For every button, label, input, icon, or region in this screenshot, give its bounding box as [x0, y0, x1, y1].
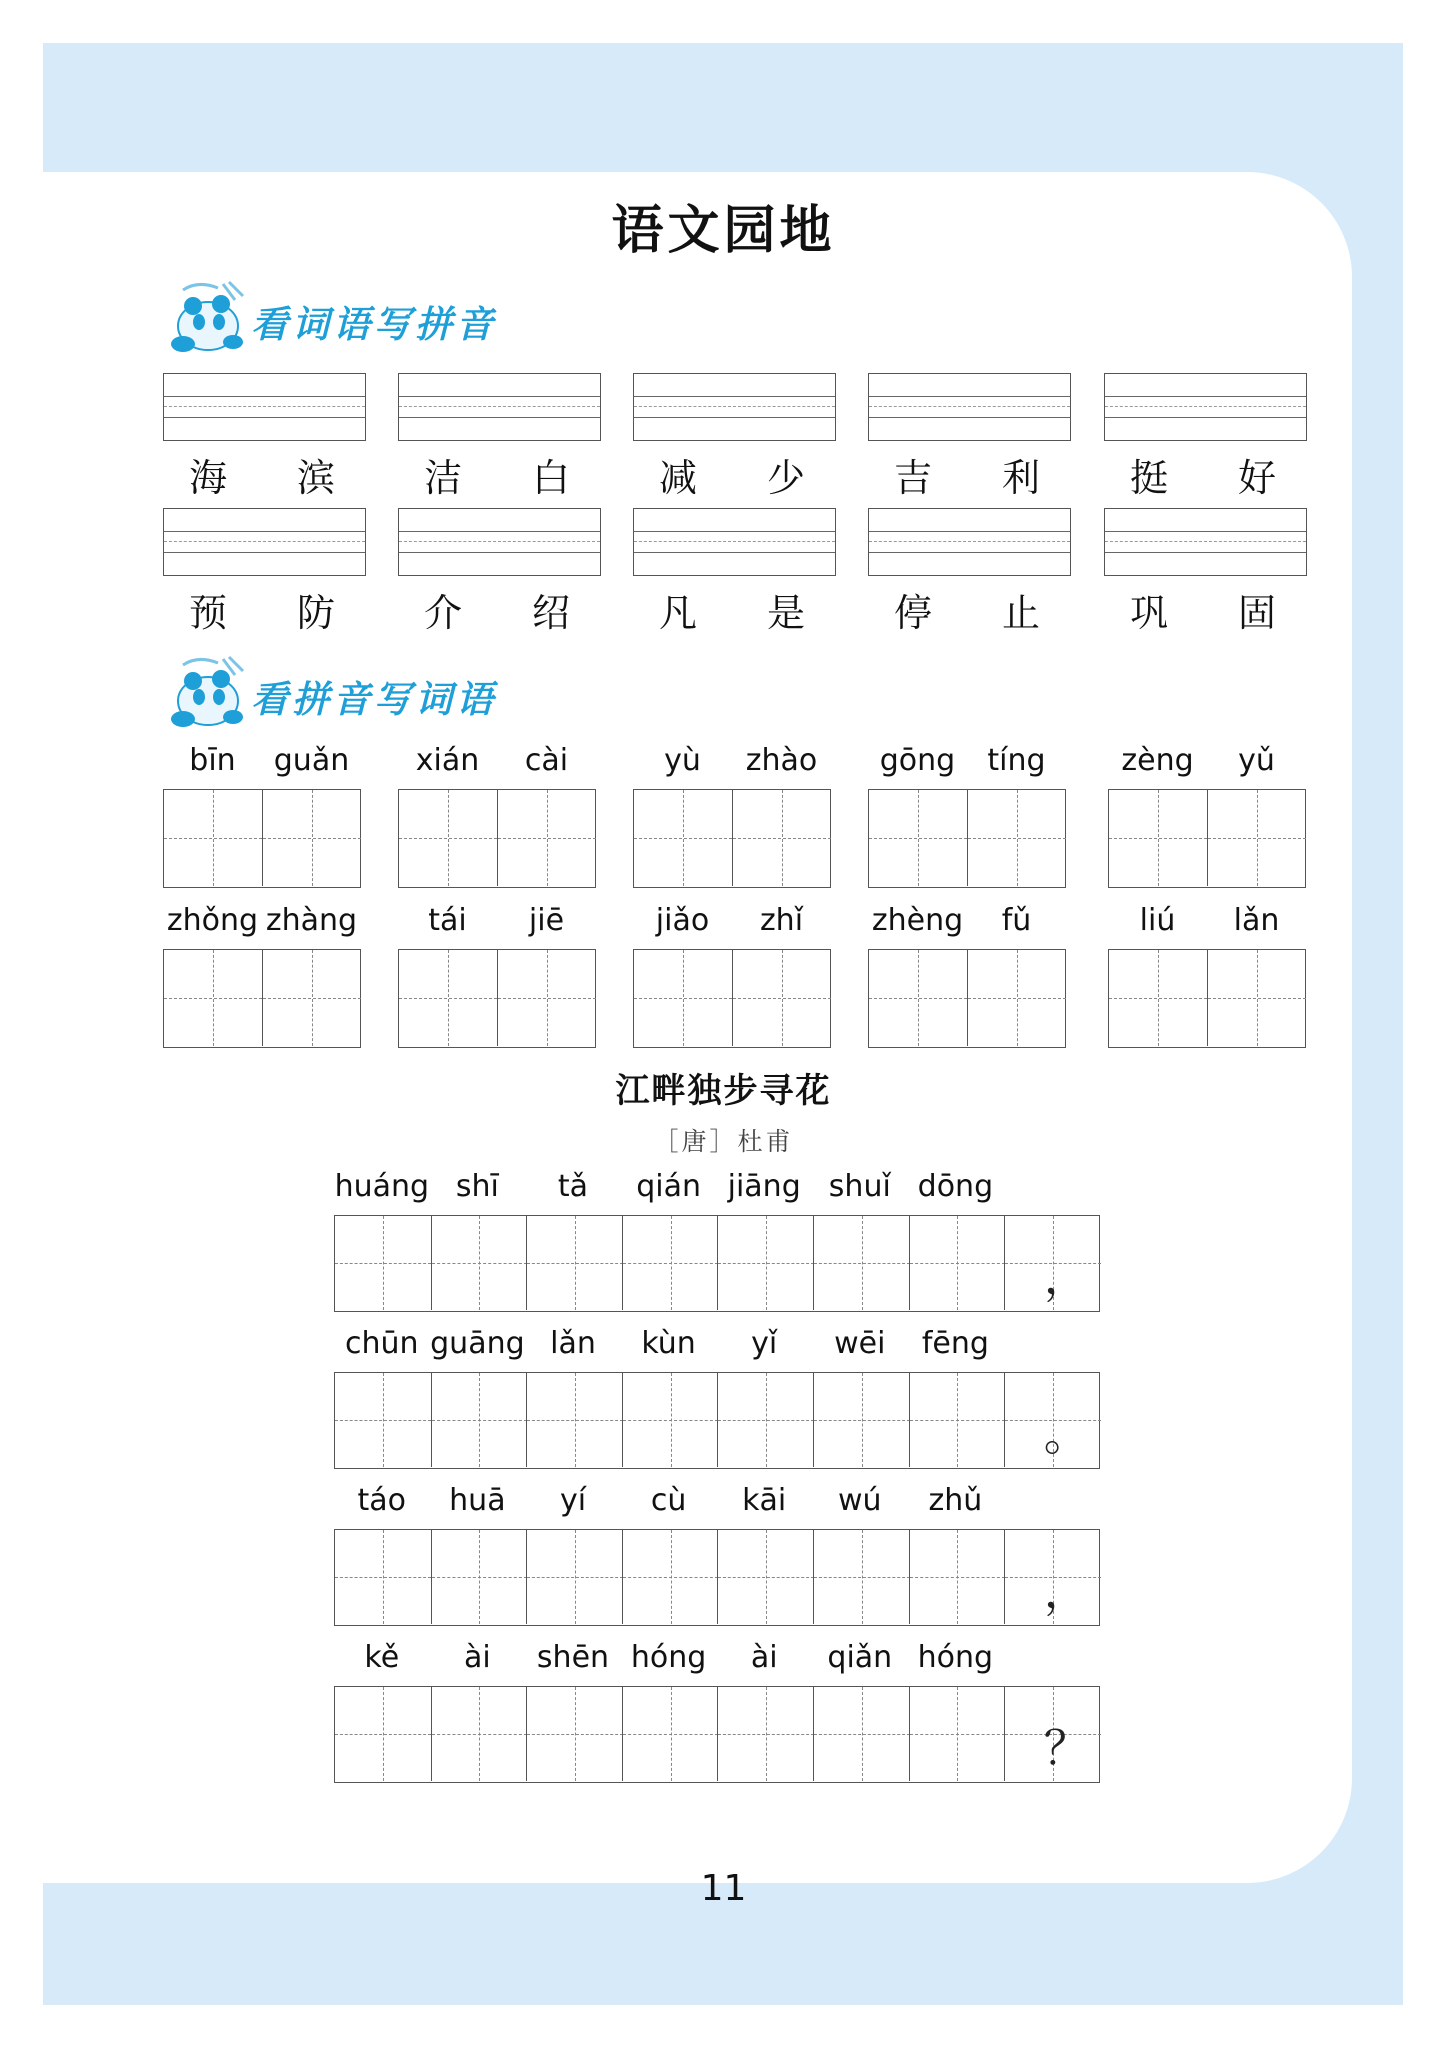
pinyin-answer-box[interactable]: [163, 373, 366, 441]
writing-cell[interactable]: [526, 1216, 623, 1310]
guide-line: [718, 1577, 814, 1578]
punctuation-mark: ，: [1043, 1250, 1090, 1304]
writing-cell[interactable]: [164, 790, 262, 886]
guide-line: [869, 838, 967, 839]
pinyin-label: yù: [664, 743, 701, 778]
guide-line: [399, 541, 600, 542]
pinyin-label: huáng: [334, 1169, 430, 1204]
pinyin-label: zhào: [745, 743, 818, 778]
writing-cell[interactable]: [813, 1373, 910, 1467]
writing-cell[interactable]: [869, 950, 967, 1046]
guide-line: [623, 1734, 719, 1735]
pinyin-label: bīn: [189, 743, 236, 778]
pinyin-label: zhǐ: [759, 903, 804, 938]
guide-line: [335, 1734, 431, 1735]
pinyin-label: qián: [636, 1169, 701, 1204]
poem-writing-grid[interactable]: [334, 1529, 1100, 1626]
pinyin-label: zhǔ: [928, 1483, 983, 1518]
guide-line: [718, 1734, 814, 1735]
pinyin-answer-box[interactable]: [868, 373, 1071, 441]
pinyin-label: yí: [559, 1483, 587, 1518]
pinyin-label: ài: [464, 1640, 491, 1675]
word-character: 滨: [296, 456, 335, 500]
writing-cell[interactable]: [399, 950, 497, 1046]
guide-line: [634, 838, 732, 839]
pinyin-label: hóng: [917, 1640, 994, 1675]
writing-cell[interactable]: [431, 1373, 528, 1467]
guide-line: [718, 1263, 814, 1264]
character-writing-grid[interactable]: [868, 789, 1066, 888]
writing-cell[interactable]: [717, 1373, 814, 1467]
guide-line: [869, 406, 1070, 407]
pinyin-label: tǎ: [557, 1169, 589, 1204]
guide-line: [164, 406, 365, 407]
writing-cell[interactable]: [634, 950, 732, 1046]
pinyin-label: zhàng: [265, 903, 358, 938]
pinyin-label: lǎn: [1233, 903, 1280, 938]
guide-line: [1208, 838, 1306, 839]
writing-cell[interactable]: [526, 1530, 623, 1624]
writing-cell[interactable]: [622, 1530, 719, 1624]
writing-cell[interactable]: [732, 790, 831, 886]
character-writing-grid[interactable]: [398, 949, 596, 1048]
writing-cell[interactable]: [622, 1216, 719, 1310]
word-character: 挺: [1129, 456, 1168, 500]
character-writing-grid[interactable]: [1108, 949, 1306, 1048]
pinyin-label: gōng: [879, 743, 956, 778]
pinyin-label: liú: [1139, 903, 1176, 938]
guide-line: [869, 998, 967, 999]
guide-line: [263, 998, 361, 999]
guide-line: [399, 406, 600, 407]
writing-cell[interactable]: [526, 1373, 623, 1467]
pinyin-label: fǔ: [1001, 903, 1032, 938]
guide-line: [1105, 541, 1306, 542]
guide-line: [498, 998, 596, 999]
word-character: 好: [1237, 456, 1276, 500]
guide-line: [634, 541, 835, 542]
guide-line: [634, 998, 732, 999]
word-character: 止: [1001, 591, 1040, 635]
guide-line: [814, 1263, 910, 1264]
pinyin-label: qiǎn: [827, 1640, 893, 1675]
poem-title: 江畔独步寻花: [615, 1071, 832, 1111]
guide-line: [733, 998, 831, 999]
writing-cell[interactable]: [335, 1216, 431, 1310]
guide-line: [164, 541, 365, 542]
pinyin-answer-box[interactable]: [1104, 508, 1307, 576]
pinyin-label: kě: [364, 1640, 400, 1675]
character-writing-grid[interactable]: [633, 789, 831, 888]
pinyin-answer-box[interactable]: [163, 508, 366, 576]
writing-cell[interactable]: [335, 1530, 431, 1624]
pinyin-answer-box[interactable]: [1104, 373, 1307, 441]
pinyin-label: yǔ: [1238, 743, 1275, 778]
pinyin-answer-box[interactable]: [868, 508, 1071, 576]
pinyin-label: kùn: [641, 1326, 696, 1361]
pinyin-label: fēng: [921, 1326, 989, 1361]
writing-cell[interactable]: [909, 1216, 1006, 1310]
guide-line: [335, 1263, 431, 1264]
writing-cell[interactable]: [164, 950, 262, 1046]
guide-line: [968, 998, 1066, 999]
guide-line: [814, 1577, 910, 1578]
writing-cell[interactable]: [262, 950, 361, 1046]
word-character: 凡: [658, 591, 697, 635]
word-character: 海: [188, 456, 227, 500]
guide-line: [1105, 406, 1306, 407]
writing-cell[interactable]: [622, 1373, 719, 1467]
guide-line: [432, 1734, 528, 1735]
panda-icon: [163, 655, 253, 731]
writing-cell[interactable]: [717, 1530, 814, 1624]
writing-cell[interactable]: [622, 1687, 719, 1781]
writing-cell[interactable]: [732, 950, 831, 1046]
word-character: 绍: [531, 591, 570, 635]
writing-cell[interactable]: [497, 950, 596, 1046]
guide-line: [527, 1734, 623, 1735]
guide-line: [910, 1734, 1006, 1735]
pinyin-label: jiǎo: [655, 903, 710, 938]
poem-author: ［唐］杜甫: [653, 1127, 794, 1156]
pinyin-label: dōng: [917, 1169, 994, 1204]
word-character: 预: [188, 591, 227, 635]
pinyin-label: hóng: [630, 1640, 707, 1675]
pinyin-label: tíng: [987, 743, 1046, 778]
writing-cell[interactable]: [869, 790, 967, 886]
guide-line: [623, 1263, 719, 1264]
section-title: 看拼音写词语: [251, 677, 497, 721]
writing-cell[interactable]: [813, 1687, 910, 1781]
guide-line: [432, 1263, 528, 1264]
guide-line: [910, 1420, 1006, 1421]
guide-line: [623, 1577, 719, 1578]
guide-line: [527, 1577, 623, 1578]
pinyin-label: huā: [449, 1483, 506, 1518]
word-character: 是: [766, 591, 805, 635]
character-writing-grid[interactable]: [163, 949, 361, 1048]
pinyin-label: jiāng: [727, 1169, 801, 1204]
guide-line: [718, 1420, 814, 1421]
pinyin-label: ài: [750, 1640, 778, 1675]
pinyin-label: wēi: [834, 1326, 886, 1361]
writing-cell[interactable]: [431, 1216, 528, 1310]
guide-line: [335, 1577, 431, 1578]
character-writing-grid[interactable]: [163, 789, 361, 888]
word-character: 巩: [1129, 591, 1168, 635]
writing-cell[interactable]: [526, 1687, 623, 1781]
word-character: 减: [658, 456, 697, 500]
guide-line: [335, 1420, 431, 1421]
pinyin-label: jiē: [528, 903, 565, 938]
word-character: 防: [296, 591, 335, 635]
writing-cell[interactable]: [967, 950, 1066, 1046]
punctuation-mark: 。: [1043, 1407, 1090, 1461]
word-character: 停: [893, 591, 932, 635]
pinyin-answer-box[interactable]: [398, 373, 601, 441]
guide-line: [399, 998, 497, 999]
guide-line: [869, 541, 1070, 542]
guide-line: [399, 838, 497, 839]
punctuation-mark: ？: [1043, 1721, 1090, 1775]
writing-cell[interactable]: [909, 1373, 1006, 1467]
writing-cell[interactable]: [813, 1216, 910, 1310]
pinyin-label: cài: [524, 743, 569, 778]
section-title: 看词语写拼音: [251, 302, 497, 346]
guide-line: [432, 1577, 528, 1578]
guide-line: [432, 1420, 528, 1421]
guide-line: [1109, 998, 1207, 999]
page-number: 11: [700, 1868, 747, 1909]
poem-writing-grid[interactable]: [334, 1372, 1100, 1469]
word-character: 利: [1001, 456, 1040, 500]
writing-cell[interactable]: [967, 790, 1066, 886]
writing-cell[interactable]: [399, 790, 497, 886]
pinyin-label: guāng: [430, 1326, 525, 1361]
pinyin-label: shī: [455, 1169, 499, 1204]
pinyin-answer-box[interactable]: [633, 508, 836, 576]
writing-cell[interactable]: [431, 1530, 528, 1624]
pinyin-label: shuǐ: [828, 1169, 891, 1204]
writing-cell[interactable]: [1207, 790, 1306, 886]
pinyin-label: wú: [838, 1483, 882, 1518]
character-writing-grid[interactable]: [398, 789, 596, 888]
writing-cell[interactable]: [262, 790, 361, 886]
guide-line: [527, 1263, 623, 1264]
word-character: 吉: [893, 456, 932, 500]
pinyin-label: chūn: [345, 1326, 419, 1361]
pinyin-label: shēn: [536, 1640, 610, 1675]
word-character: 洁: [423, 456, 462, 500]
pinyin-label: zhǒng: [166, 903, 259, 938]
pinyin-label: guǎn: [273, 743, 350, 778]
panda-icon: [163, 280, 253, 356]
guide-line: [527, 1420, 623, 1421]
word-character: 介: [423, 591, 462, 635]
guide-line: [733, 838, 831, 839]
pinyin-label: tái: [428, 903, 467, 938]
guide-line: [164, 998, 262, 999]
guide-line: [498, 838, 596, 839]
guide-line: [910, 1263, 1006, 1264]
guide-line: [1109, 838, 1207, 839]
pinyin-label: táo: [357, 1483, 407, 1518]
writing-cell[interactable]: [813, 1530, 910, 1624]
word-character: 少: [766, 456, 805, 500]
guide-line: [910, 1577, 1006, 1578]
pinyin-label: zhèng: [871, 903, 964, 938]
pinyin-label: lǎn: [550, 1326, 596, 1361]
writing-cell[interactable]: [335, 1373, 431, 1467]
guide-line: [1208, 998, 1306, 999]
character-writing-grid[interactable]: [633, 949, 831, 1048]
writing-cell[interactable]: [497, 790, 596, 886]
pinyin-label: yǐ: [751, 1326, 778, 1361]
page-title: 语文园地: [611, 200, 836, 261]
character-writing-grid[interactable]: [868, 949, 1066, 1048]
punctuation-mark: ，: [1043, 1564, 1090, 1618]
pinyin-answer-box[interactable]: [398, 508, 601, 576]
guide-line: [263, 838, 361, 839]
writing-cell[interactable]: [909, 1530, 1006, 1624]
guide-line: [164, 838, 262, 839]
writing-cell[interactable]: [431, 1687, 528, 1781]
character-writing-grid[interactable]: [1108, 789, 1306, 888]
guide-line: [634, 406, 835, 407]
pinyin-label: cù: [650, 1483, 687, 1518]
guide-line: [814, 1420, 910, 1421]
pinyin-label: zèng: [1121, 743, 1194, 778]
word-character: 白: [531, 456, 570, 500]
poem-writing-grid[interactable]: [334, 1686, 1100, 1783]
pinyin-label: xián: [415, 743, 480, 778]
writing-cell[interactable]: [335, 1687, 431, 1781]
writing-cell[interactable]: [1109, 790, 1207, 886]
writing-cell[interactable]: [909, 1687, 1006, 1781]
guide-line: [623, 1420, 719, 1421]
writing-cell[interactable]: [1207, 950, 1306, 1046]
writing-cell[interactable]: [717, 1216, 814, 1310]
writing-cell[interactable]: [717, 1687, 814, 1781]
pinyin-label: kāi: [742, 1483, 787, 1518]
writing-cell[interactable]: [634, 790, 732, 886]
pinyin-answer-box[interactable]: [633, 373, 836, 441]
word-character: 固: [1237, 591, 1276, 635]
poem-writing-grid[interactable]: [334, 1215, 1100, 1312]
writing-cell[interactable]: [1109, 950, 1207, 1046]
guide-line: [968, 838, 1066, 839]
guide-line: [814, 1734, 910, 1735]
